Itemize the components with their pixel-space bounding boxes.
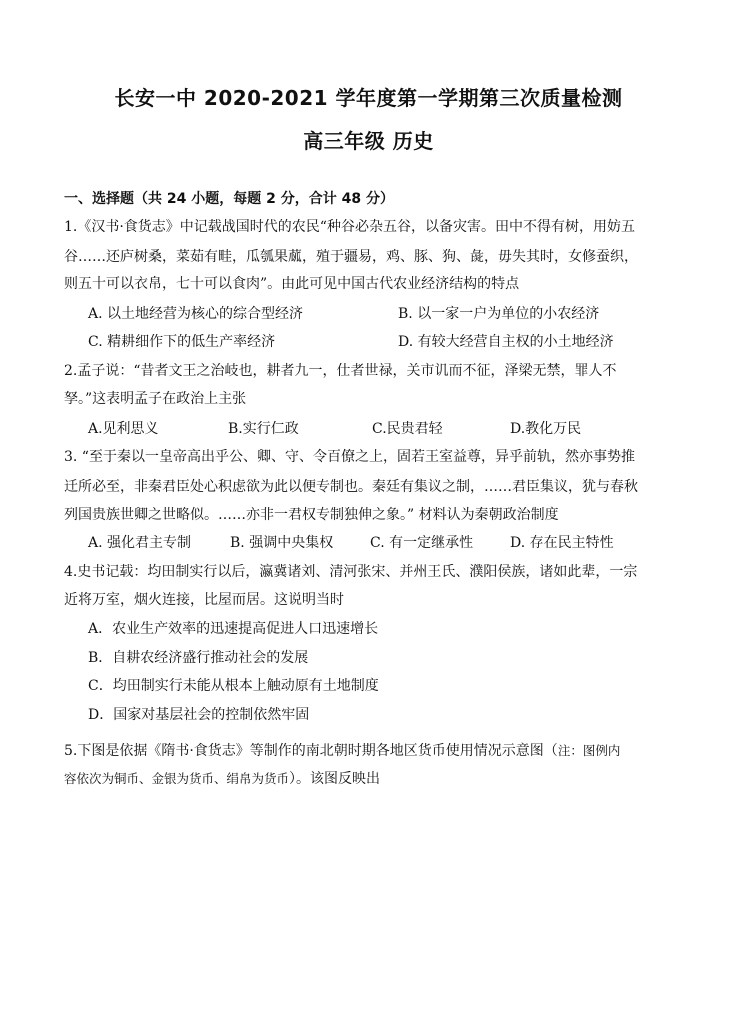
question-4-line-1: 4.史书记载：均田制实行以后，瀛冀诸刘、清河张宋、并州王氏、濮阳侯族，诸如此辈，一宗 — [64, 564, 638, 580]
question-5-tail: ）。该图反映出 — [289, 771, 381, 787]
question-1-option-d: D. 有较大经营自主权的小土地经济 — [398, 334, 614, 350]
question-3-line-1: 3. “至于秦以一皇帝高出乎公、卿、守、令百僚之上，固若王室益尊，异乎前轨，然亦事势推 — [64, 449, 635, 465]
question-4-option-d: D．国家对基层社会的控制依然牢固 — [88, 707, 310, 723]
question-5-line-2 — [64, 770, 674, 788]
question-4-option-b: B．自耕农经济盛行推动社会的发展 — [88, 650, 309, 666]
question-3-line-3: 列国贵族世卿之世略似。……亦非一君权专制独伸之象。” 材料认为秦朝政治制度 — [64, 507, 559, 523]
question-2-option-b: B.实行仁政 — [228, 421, 299, 437]
question-5-note-continued: 容依次为铜币、金银为货币、绢帛为货币 — [64, 771, 290, 786]
question-4-option-a: A．农业生产效率的迅速提高促进人口迅速增长 — [88, 621, 379, 637]
question-3-option-d: D. 存在民主特性 — [510, 535, 614, 551]
question-3-option-b: B. 强调中央集权 — [230, 535, 334, 551]
question-1-line-3: 则五十可以衣帛，七十可以食肉”。由此可见中国古代农业经济结构的特点 — [64, 276, 520, 292]
question-1-line-1: 1.《汉书·食货志》中记载战国时代的农民“种谷必杂五谷，以备灾害。田中不得有树，用妨五 — [64, 219, 635, 235]
exam-subtitle: 高三年级 历史 — [303, 129, 434, 153]
question-1-option-a: A. 以土地经营为核心的综合型经济 — [88, 306, 304, 322]
question-2-option-a: A.见利思义 — [88, 421, 159, 437]
question-2-line-2: 孥。”这表明孟子在政治上主张 — [64, 391, 247, 407]
question-2-option-c: C.民贵君轻 — [372, 421, 443, 437]
exam-title: 长安一中 2020-2021 学年度第一学期第三次质量检测 — [114, 86, 623, 110]
question-2-option-d: D.教化万民 — [510, 421, 582, 437]
question-4-line-2: 近将万室，烟火连接，比屋而居。这说明当时 — [64, 592, 344, 608]
question-5-note: 注：图例内 — [557, 743, 621, 758]
question-1-line-2: 谷……还庐树桑，菜茹有畦，瓜瓠果蓏，殖于疆易，鸡、豚、狗、彘，毋失其时，女修蚕织， — [64, 249, 638, 265]
section-heading: 一、选择题（共 24 小题，每题 2 分，合计 48 分） — [64, 191, 394, 207]
question-3-option-c: C. 有一定继承性 — [370, 535, 474, 551]
question-3-option-a: A. 强化君主专制 — [88, 535, 192, 551]
question-5-line-1 — [64, 742, 674, 760]
question-2-line-1: 2.孟子说：“昔者文王之治岐也，耕者九一，仕者世禄，关市讥而不征，泽梁无禁，罪人不 — [64, 363, 617, 379]
question-1-option-c: C. 精耕细作下的低生产率经济 — [88, 334, 276, 350]
question-4-option-c: C．均田制实行未能从根本上触动原有土地制度 — [88, 678, 379, 694]
question-5-text: 5.下图是依据《隋书·食货志》等制作的南北朝时期各地区货币使用情况示意图（ — [64, 743, 558, 759]
question-1-option-b: B. 以一家一户为单位的小农经济 — [398, 306, 600, 322]
question-3-line-2: 迁所必至，非秦君臣处心积虑欲为此以便专制也。秦廷有集议之制，……君臣集议，犹与春秋 — [64, 479, 638, 495]
